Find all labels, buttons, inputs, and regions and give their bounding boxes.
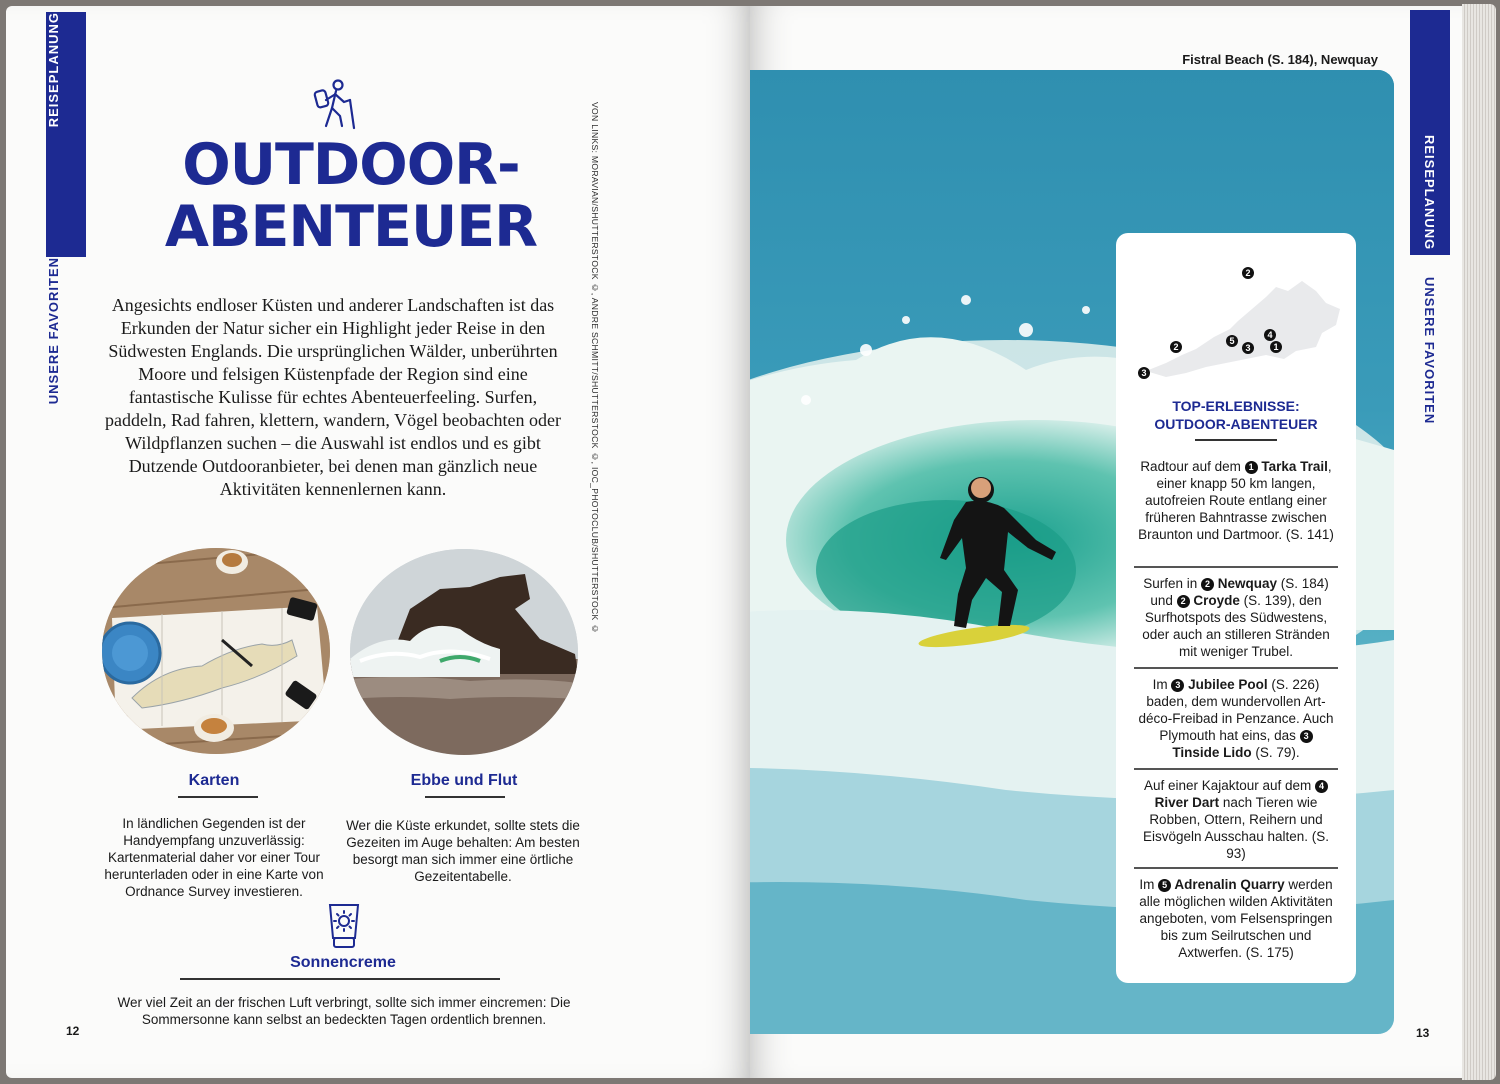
number-marker-icon: 2 (1177, 595, 1190, 608)
maps-photo-illustration (102, 548, 330, 754)
number-marker-icon: 4 (1315, 780, 1328, 793)
card-item-adrenalin: Im 5 Adrenalin Quarry werden alle möglichen wilden Aktivitäten angeboten, vom Felsenspringen bis zum Seilrutschen und Axtwerfen. (S. 175) (1139, 877, 1333, 960)
card-divider (1134, 768, 1338, 770)
number-marker-icon: 3 (1300, 730, 1313, 743)
map-marker-4: 4 (1267, 330, 1273, 340)
highlight-name: Tarka Trail (1257, 459, 1328, 474)
right-page (750, 6, 1462, 1078)
chapter-tab-label: UNSERE FAVORITEN (46, 257, 61, 405)
highlight-name: Tinside Lido (1172, 745, 1252, 760)
top-experiences-card (1116, 233, 1356, 983)
number-marker-icon: 3 (1171, 679, 1184, 692)
feature-title-tides: Ebbe und Flut (410, 772, 518, 789)
highlight-name: Adrenalin Quarry (1171, 877, 1285, 892)
photo-caption: Fistral Beach (S. 184), Newquay (1182, 52, 1378, 67)
tide-photo (350, 549, 578, 755)
map-marker-1: 1 (1273, 342, 1279, 352)
title-line-2: ABENTEUER (164, 194, 538, 260)
number-marker-icon: 2 (1201, 578, 1214, 591)
section-tab (46, 12, 86, 257)
map-marker-5: 5 (1229, 336, 1235, 346)
region-map (1126, 251, 1346, 391)
feature-text-tides: Wer die Küste erkundet, sollte stets die Gezeiten im Auge behalten: Am besten besorgt man sich immer eine örtliche Gezeitentabelle. (346, 818, 580, 884)
feature-rule-tides (425, 796, 505, 798)
feature-title-maps: Karten (188, 772, 240, 789)
section-tab (1410, 10, 1450, 255)
card-title-line-2: OUTDOOR-ABENTEUER (1154, 416, 1318, 432)
hiker-icon (308, 78, 358, 132)
chapter-tab-label: UNSERE FAVORITEN (1422, 277, 1437, 425)
photo-credit: VON LINKS: MORAVIAN/SHUTTERSTOCK ©, ANDRE SCHMITT/SHUTTERSTOCK ©, IOC_PHOTOCLUB/SHUTTERSTOCK © (590, 102, 600, 634)
section-tab-label: REISEPLANUNG (46, 12, 61, 128)
feature-rule-sunscreen (180, 978, 500, 980)
feature-text-maps: In ländlichen Gegenden ist der Handyempfang unzuverlässig: Kartenmaterial daher vor einer Tour herunterladen oder in eine Karte von Ordnance Survey investieren. (104, 816, 324, 899)
left-page (6, 6, 750, 1078)
intro-paragraph: Angesichts endloser Küsten und anderer Landschaften ist das Erkunden der Natur sicher ein Highlight jeder Reise in den Südwesten Englands. Die ursprünglichen Wälder, unberührten Moore und felsigen Küstenpfade der Region sind eine fantastische Kulisse für echtes Abenteuerfeeling. Surfen, paddeln, Rad fahren, klettern, wandern, Vögel beobachten oder Wildpflanzen suchen – die Auswahl ist endlos und es gibt Dutzende Outdooranbieter, bei denen man gänzlich neue Aktivitäten kennenlernen kann. (105, 295, 561, 499)
map-marker-3-jubilee: 3 (1141, 368, 1147, 378)
number-marker-icon: 1 (1245, 461, 1258, 474)
section-tab-label: REISEPLANUNG (1422, 135, 1437, 251)
page-number-left: 12 (66, 1024, 80, 1038)
card-title-line-1: TOP-ERLEBNISSE: (1172, 398, 1300, 414)
map-marker-2-croyde: 2 (1173, 342, 1179, 352)
sunscreen-icon (324, 902, 364, 950)
chapter-tab (46, 257, 86, 424)
maps-photo (102, 548, 330, 754)
card-divider (1134, 566, 1338, 568)
card-item-river-dart: Auf einer Kajaktour auf dem 4 River Dart nach Tieren wie Robben, Ottern, Reihern und Eisvögeln Ausschau halten. (S. 93) (1142, 778, 1330, 861)
map-marker-3-tinside: 3 (1245, 343, 1251, 353)
feature-title-sunscreen: Sonnencreme (290, 954, 396, 971)
left-side-tab (46, 12, 86, 424)
card-item-surfing: Surfen in 2 Newquay (S. 184) und 2 Croyde (S. 139), den Surfhotspots des Südwestens, oder auch an stilleren Stränden mit weniger Trubel. (1142, 576, 1330, 659)
feature-rule-maps (178, 796, 258, 798)
page-number-right: 13 (1416, 1026, 1430, 1040)
right-side-tab (1410, 10, 1450, 424)
card-title-rule (1195, 439, 1277, 441)
highlight-name: Jubilee Pool (1184, 677, 1268, 692)
card-divider (1134, 867, 1338, 869)
highlight-name: Croyde (1189, 593, 1240, 608)
card-divider (1134, 667, 1338, 669)
highlight-name: River Dart (1154, 795, 1220, 810)
title-line-1: OUTDOOR- (182, 132, 520, 198)
chapter-tab (1410, 255, 1450, 424)
card-item-jubilee: Im 3 Jubilee Pool (S. 226) baden, dem wundervollen Art-déco-Freibad in Penzance. Auch Plymouth hat eins, das 3 Tinside Lido (S. 79). (1138, 677, 1334, 760)
page-title (116, 134, 586, 258)
tide-photo-illustration (350, 549, 578, 755)
card-item-tarka: Radtour auf dem 1 Tarka Trail, einer knapp 50 km langen, autofreien Route entlang einer früheren Bahntrasse zwischen Braunton und Dartmoor. (S. 141) (1138, 459, 1334, 542)
number-marker-icon: 5 (1158, 879, 1171, 892)
highlight-name: Newquay (1213, 576, 1278, 591)
map-marker-2-newquay: 2 (1245, 268, 1251, 278)
page-edges (1462, 4, 1496, 1080)
card-title (1116, 397, 1356, 433)
feature-text-sunscreen: Wer viel Zeit an der frischen Luft verbringt, sollte sich immer eincremen: Die Sommersonne kann selbst an bedeckten Tagen ordentlich brennen. (117, 995, 571, 1027)
